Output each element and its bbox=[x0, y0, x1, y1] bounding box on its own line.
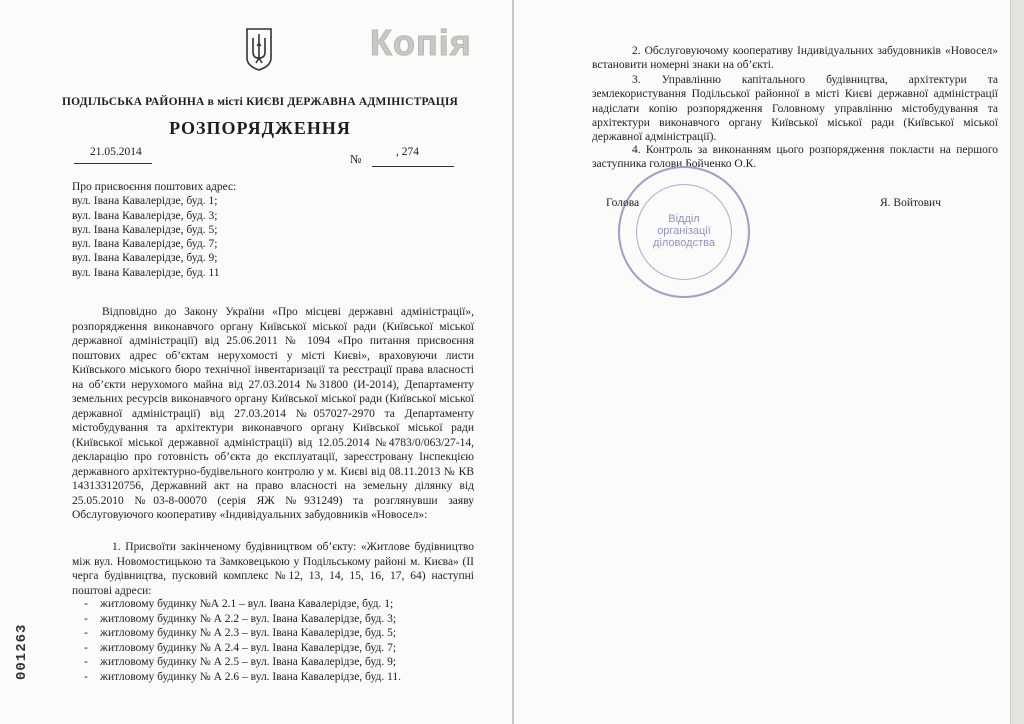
subject-line: вул. Івана Кавалерідзе, буд. 5; bbox=[72, 223, 218, 236]
number-sign: № bbox=[350, 152, 362, 166]
stamp-line: організації bbox=[657, 225, 711, 237]
administration-name: ПОДІЛЬСЬКА РАЙОННА в місті КИЄВІ ДЕРЖАВНА АДМІНІСТРАЦІЯ bbox=[61, 96, 459, 108]
official-stamp bbox=[618, 166, 750, 298]
subject-line: вул. Івана Кавалерідзе, буд. 11 bbox=[72, 266, 220, 279]
coat-of-arms-icon bbox=[244, 26, 274, 72]
stamp-line: діловодства bbox=[653, 237, 715, 249]
address-item: - житловому будинку № А 2.2 – вул. Івана Кавалерідзе, буд. 3; bbox=[84, 612, 401, 627]
next-page-edge bbox=[1010, 0, 1024, 724]
document-type: РОЗПОРЯДЖЕННЯ bbox=[169, 118, 351, 138]
signature-name: Я. Войтович bbox=[880, 197, 941, 209]
subject-line: вул. Івана Кавалерідзе, буд. 9; bbox=[72, 252, 218, 265]
subject-line: вул. Івана Кавалерідзе, буд. 7; bbox=[72, 238, 218, 251]
address-item: - житловому будинку № А 2.4 – вул. Івана Кавалерідзе, буд. 7; bbox=[84, 641, 401, 656]
item-3-paragraph: 3. Управлінню капітального будівництва, архітектури та землекористування Подільської районної в місті Києві державної адміністрації надіслати копію розпорядження Головному управлінню містобудування та архітектури виконавчого органу Київської міської ради (Київської міської державної адміністрації). bbox=[592, 74, 998, 144]
subject-line: вул. Івана Кавалерідзе, буд. 1; bbox=[72, 195, 218, 208]
preamble-paragraph: Відповідно до Закону України «Про місцеві державні адміністрації», розпорядження виконавчого органу Київської міської ради (Київської міської державної адміністрації) від 25.06.2011 № 1094 «Про питання присвоєння поштових адрес об’єктам нерухомості у місті Києві», враховуючи листи Київського міського бюро технічної інвентаризації та реєстрації права власності на об’єкти нерухомого майна від 27.03.2014 №31800 (И-2014), Департаменту земельних ресурсів виконавчого органу Київської міської ради (Київської міської державної адміністрації) від 27.03.2014 №057027-2970 та Департаменту містобудування та архітектури виконавчого органу Київської міської ради (Київської міської державної адміністрації) від 12.05.2014 №4783/0/063/27-14, декларацію про готовність об’єкта до експлуатації, зареєстровану Інспекцією державного архітектурно-будівельного контролю у м. Києві від 08.11.2013 № КВ 143133120756, Державний акт на право власності на земельну ділянку від 25.05.2010 №03-8-00070 (серія ЯЖ №931249) та розглянувши заяву Обслуговуючого кооперативу «Індивідуальних забудовників «Новосел»: bbox=[72, 306, 474, 521]
stamp-text bbox=[637, 213, 731, 249]
serial-number: 001263 bbox=[14, 623, 30, 680]
address-item: - житловому будинку №А 2.1 – вул. Івана Кавалерідзе, буд. 1; bbox=[84, 597, 401, 612]
item-1-paragraph: 1. Присвоїти закінченому будівництвом об’єкту: «Житлове будівництво між вул. Новомостицькою та Замковецькою у Подільському районі м. Києва» (ІІ черга будівництва, пусковий комплекс №12, 13, 14, 15, 16, 17, 64) наступні поштові адреси: bbox=[72, 541, 474, 597]
address-list bbox=[84, 597, 401, 684]
subject-block bbox=[72, 180, 236, 280]
address-item: - житловому будинку № А 2.6 – вул. Івана Кавалерідзе, буд. 11. bbox=[84, 670, 401, 685]
item-2-paragraph: 2. Обслуговуючому кооперативу Індивідуальних забудовників «Новосел» встановити номерні знаки на об’єкті. bbox=[592, 45, 998, 72]
number-underline bbox=[372, 166, 454, 167]
subject-line: Про присвоєння поштових адрес: bbox=[72, 181, 237, 193]
copy-watermark: Копія bbox=[370, 22, 472, 63]
item-4-paragraph: 4. Контроль за виконанням цього розпорядження покласти на першого заступника голови Бойченко О.К. bbox=[592, 144, 998, 171]
stamp-line: Відділ bbox=[668, 213, 700, 225]
address-item: - житловому будинку № А 2.3 – вул. Івана Кавалерідзе, буд. 5; bbox=[84, 626, 401, 641]
signature-position: Голова bbox=[606, 197, 640, 209]
order-date: 21.05.2014 bbox=[90, 146, 142, 158]
order-number: , 274 bbox=[396, 146, 419, 158]
subject-line: вул. Івана Кавалерідзе, буд. 3; bbox=[72, 209, 218, 222]
address-item: - житловому будинку № А 2.5 – вул. Івана Кавалерідзе, буд. 9; bbox=[84, 655, 401, 670]
date-underline bbox=[74, 163, 152, 164]
stamp-inner-ring bbox=[636, 184, 732, 280]
